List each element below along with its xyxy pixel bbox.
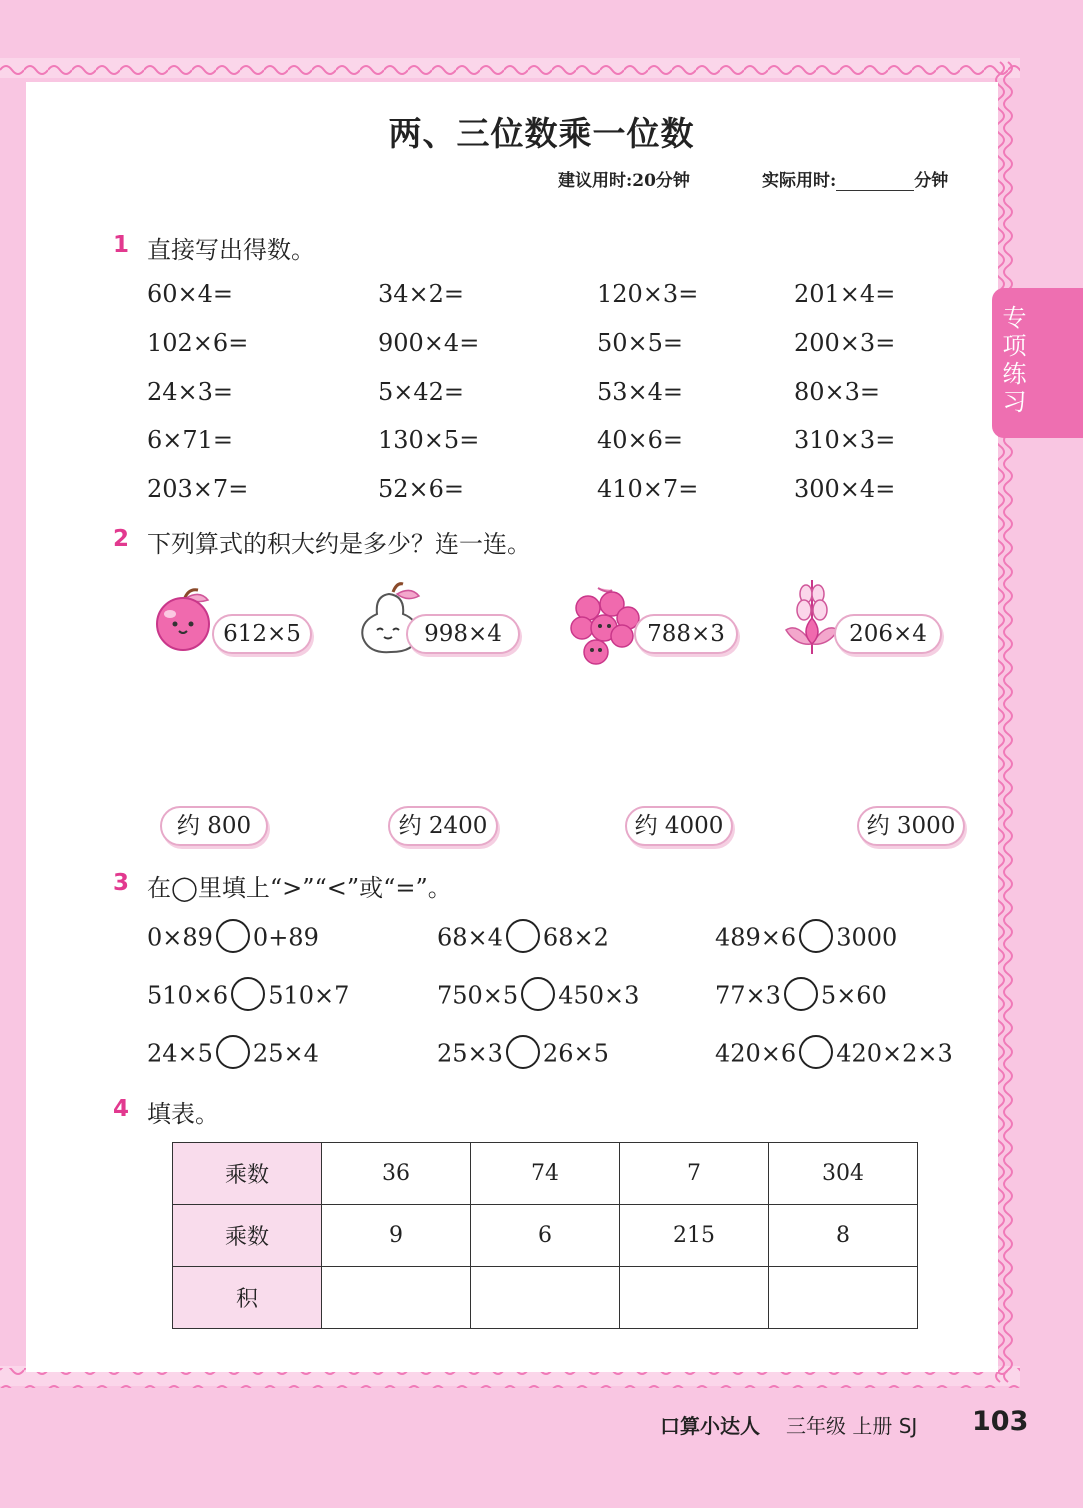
q3-right-expr: 25×4 bbox=[252, 1039, 319, 1068]
q1-expression: 34×2= bbox=[378, 280, 465, 308]
q3-comparison bbox=[437, 1038, 609, 1072]
q4-instruction: 填表。 bbox=[147, 1100, 219, 1128]
answer-cell[interactable] bbox=[322, 1267, 471, 1329]
table-row bbox=[173, 1205, 918, 1267]
answer-circle[interactable] bbox=[799, 1035, 833, 1069]
side-tab bbox=[992, 288, 1083, 438]
actual-time-blank[interactable] bbox=[836, 172, 914, 191]
q1-expression: 40×6= bbox=[597, 426, 684, 454]
q2-expression[interactable]: 998×4 bbox=[406, 614, 520, 654]
answer-circle[interactable] bbox=[216, 919, 250, 953]
wheat-icon bbox=[782, 574, 842, 658]
answer-cell[interactable] bbox=[471, 1267, 620, 1329]
q3-left-expr: 489×6 bbox=[715, 923, 797, 952]
q1-expression: 6×71= bbox=[147, 426, 234, 454]
q1-expression: 201×4= bbox=[794, 280, 896, 308]
side-tab-label bbox=[992, 304, 1037, 416]
q3-left-expr: 24×5 bbox=[147, 1039, 213, 1068]
suggested-time: 建议用时:20分钟 bbox=[558, 171, 690, 191]
q3-comparison bbox=[147, 1038, 319, 1072]
answer-cell[interactable] bbox=[620, 1267, 769, 1329]
q3-right-expr: 68×2 bbox=[542, 923, 609, 952]
q2-number: 2 bbox=[113, 526, 130, 552]
q3-comparison bbox=[147, 922, 319, 956]
q1-expression: 310×3= bbox=[794, 426, 896, 454]
q4-number: 4 bbox=[113, 1096, 130, 1122]
q1-expression: 200×3= bbox=[794, 329, 896, 357]
table-row bbox=[173, 1143, 918, 1205]
answer-circle[interactable] bbox=[506, 1035, 540, 1069]
q2-answer[interactable]: 约 3000 bbox=[857, 806, 965, 846]
actual-time bbox=[762, 166, 948, 191]
q3-right-expr: 26×5 bbox=[542, 1039, 609, 1068]
grapes-icon bbox=[568, 584, 640, 670]
side-tab-char: 练 bbox=[1002, 360, 1027, 388]
answer-circle[interactable] bbox=[521, 977, 555, 1011]
q1-number: 1 bbox=[113, 232, 130, 258]
q2-answer[interactable]: 约 4000 bbox=[625, 806, 733, 846]
answer-circle[interactable] bbox=[784, 977, 818, 1011]
q1-expression: 410×7= bbox=[597, 475, 699, 503]
q1-expression: 50×5= bbox=[597, 329, 684, 357]
q3-comparison bbox=[147, 980, 349, 1014]
apple-icon bbox=[150, 586, 216, 652]
q2-expression[interactable]: 788×3 bbox=[634, 614, 738, 654]
q2-instruction: 下列算式的积大约是多少？连一连。 bbox=[147, 530, 531, 558]
side-tab-char: 专 bbox=[1002, 304, 1027, 332]
q3-right-expr: 510×7 bbox=[268, 981, 350, 1010]
q1-expression: 52×6= bbox=[378, 475, 465, 503]
q3-right-expr: 5×60 bbox=[820, 981, 887, 1010]
side-tab-char: 习 bbox=[1002, 388, 1027, 416]
q1-expression: 203×7= bbox=[147, 475, 249, 503]
q3-left-expr: 77×3 bbox=[715, 981, 781, 1010]
q1-instruction: 直接写出得数。 bbox=[147, 236, 315, 264]
q3-comparison bbox=[715, 922, 897, 956]
answer-circle[interactable] bbox=[799, 919, 833, 953]
q3-comparison bbox=[715, 1038, 953, 1072]
q3-number: 3 bbox=[113, 870, 130, 896]
table-cell: 6 bbox=[471, 1205, 620, 1267]
actual-time-unit: 分钟 bbox=[914, 171, 949, 191]
table-cell: 215 bbox=[620, 1205, 769, 1267]
q1-expression: 102×6= bbox=[147, 329, 249, 357]
table-header-cell: 乘数 bbox=[173, 1143, 322, 1205]
table-cell: 9 bbox=[322, 1205, 471, 1267]
q1-expression: 24×3= bbox=[147, 378, 234, 406]
q3-left-expr: 25×3 bbox=[437, 1039, 503, 1068]
answer-circle[interactable] bbox=[506, 919, 540, 953]
table-row bbox=[173, 1267, 918, 1329]
answer-circle[interactable] bbox=[216, 1035, 250, 1069]
table-cell: 7 bbox=[620, 1143, 769, 1205]
q1-expression: 900×4= bbox=[378, 329, 480, 357]
actual-time-label: 实际用时: bbox=[762, 171, 837, 191]
table-header-cell: 乘数 bbox=[173, 1205, 322, 1267]
q1-expression: 120×3= bbox=[597, 280, 699, 308]
q2-answer[interactable]: 约 2400 bbox=[388, 806, 498, 846]
q3-left-expr: 750×5 bbox=[437, 981, 519, 1010]
footer-info: 三年级 上册 SJ bbox=[786, 1414, 918, 1438]
table-cell: 74 bbox=[471, 1143, 620, 1205]
side-tab-char: 项 bbox=[1002, 332, 1027, 360]
q3-comparison bbox=[437, 922, 609, 956]
q3-comparison bbox=[715, 980, 887, 1014]
q1-expression: 53×4= bbox=[597, 378, 684, 406]
q3-right-expr: 0+89 bbox=[252, 923, 319, 952]
q3-left-expr: 510×6 bbox=[147, 981, 229, 1010]
q3-left-expr: 0×89 bbox=[147, 923, 213, 952]
q1-expression: 130×5= bbox=[378, 426, 480, 454]
q3-right-expr: 3000 bbox=[836, 923, 898, 952]
q3-left-expr: 68×4 bbox=[437, 923, 503, 952]
q3-instruction: 在◯里填上“>”“<”或“=”。 bbox=[147, 874, 452, 902]
q2-answer[interactable]: 约 800 bbox=[160, 806, 268, 846]
answer-circle[interactable] bbox=[231, 977, 265, 1011]
page-title: 两、三位数乘一位数 bbox=[388, 114, 695, 153]
q3-left-expr: 420×6 bbox=[715, 1039, 797, 1068]
table-header-cell: 积 bbox=[173, 1267, 322, 1329]
table-cell: 304 bbox=[769, 1143, 918, 1205]
table-cell: 8 bbox=[769, 1205, 918, 1267]
q4-table bbox=[172, 1142, 918, 1329]
table-cell: 36 bbox=[322, 1143, 471, 1205]
q3-right-expr: 420×2×3 bbox=[836, 1039, 953, 1068]
q2-expression[interactable]: 612×5 bbox=[212, 614, 312, 654]
q3-comparison bbox=[437, 980, 639, 1014]
q2-expression[interactable]: 206×4 bbox=[834, 614, 942, 654]
q1-expression: 80×3= bbox=[794, 378, 881, 406]
footer-brand: 口算小达人 bbox=[660, 1414, 760, 1438]
q1-expression: 60×4= bbox=[147, 280, 234, 308]
answer-cell[interactable] bbox=[769, 1267, 918, 1329]
page-number: 103 bbox=[972, 1406, 1029, 1437]
q3-right-expr: 450×3 bbox=[558, 981, 640, 1010]
q1-expression: 5×42= bbox=[378, 378, 465, 406]
q1-expression: 300×4= bbox=[794, 475, 896, 503]
